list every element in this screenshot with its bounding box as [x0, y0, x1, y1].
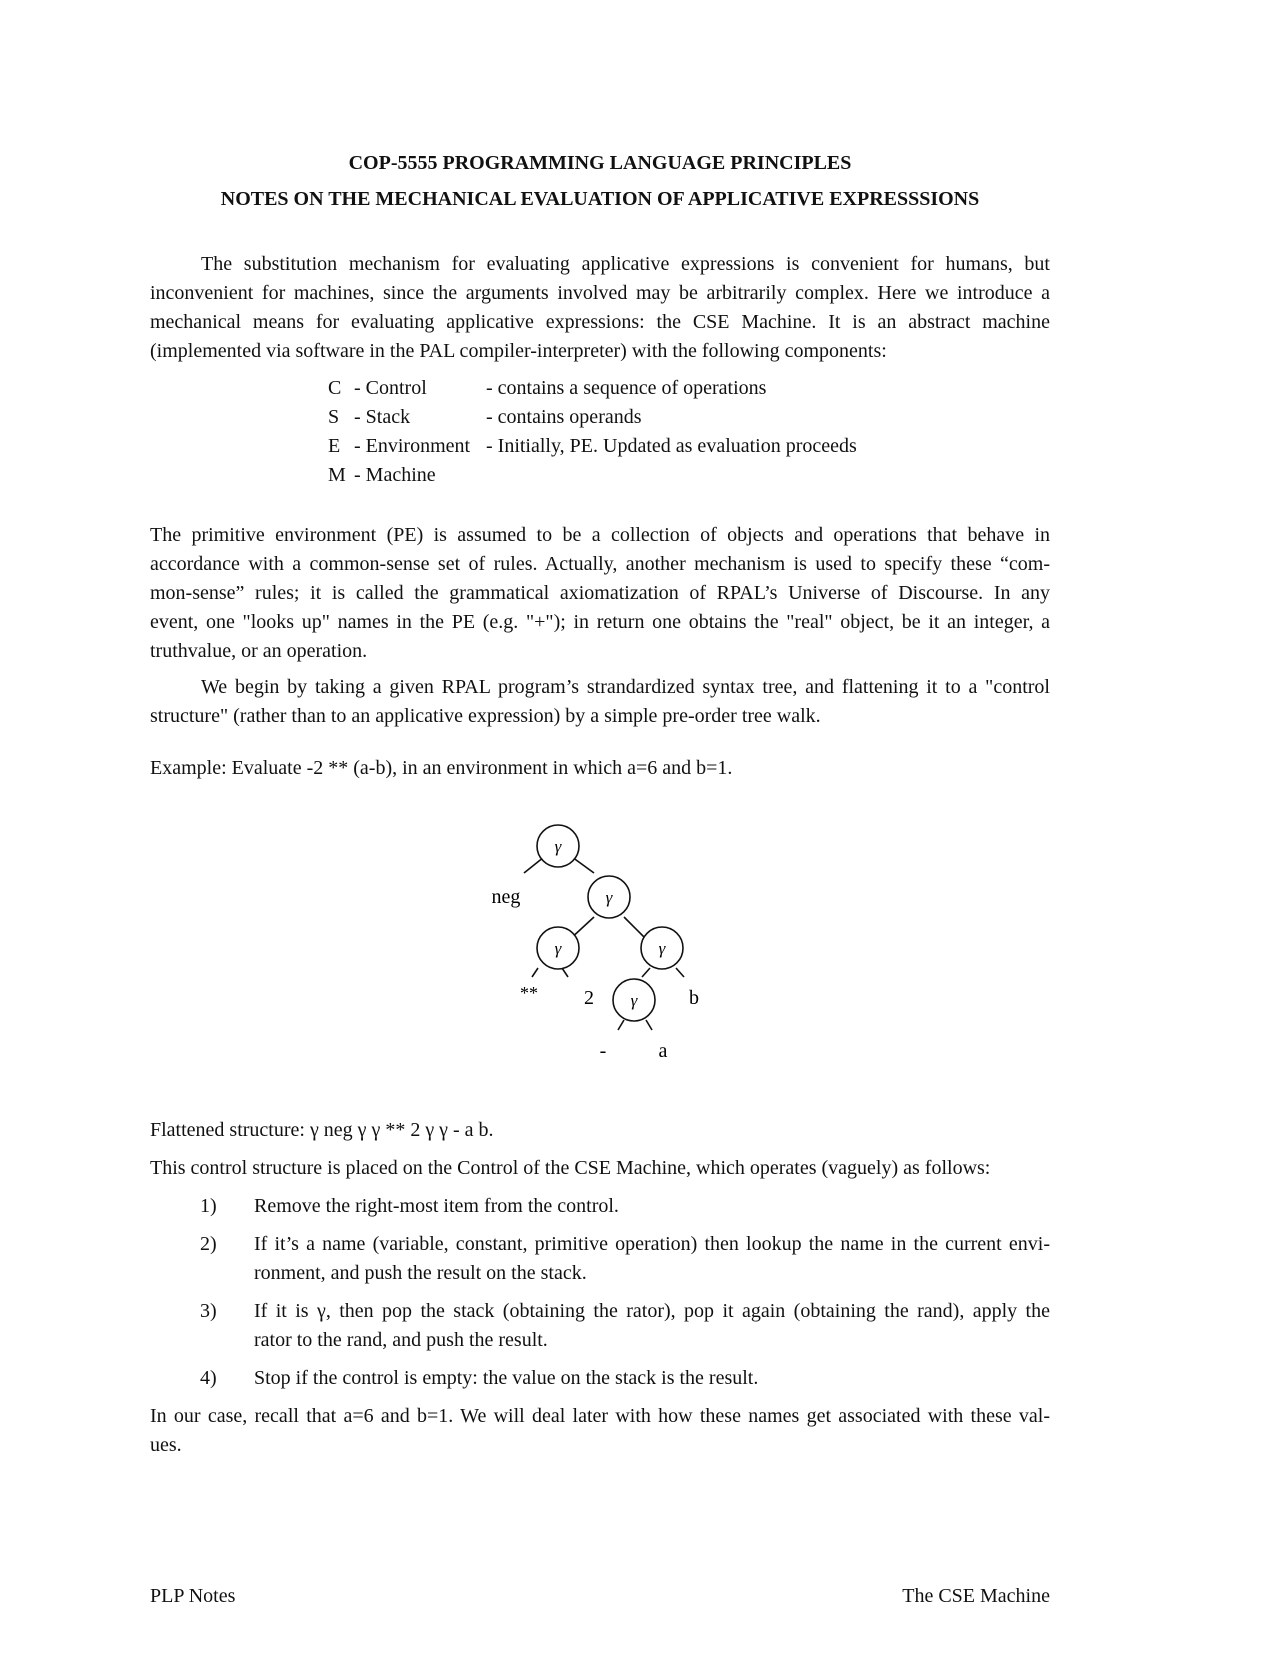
step-number: 1) — [200, 1195, 217, 1217]
pe-line: mon-sense” rules; it is called the grammatical axiomatization of RPAL’s Universe of Discourse. In any — [150, 582, 1050, 604]
leaf-two: 2 — [584, 987, 594, 1009]
component-letter: S — [328, 406, 340, 428]
leaf-pow: ** — [520, 983, 538, 1003]
gamma-label: γ — [554, 939, 562, 958]
component-name: - Control — [354, 377, 427, 399]
step-number: 2) — [200, 1233, 217, 1255]
step-text — [254, 1297, 1050, 1355]
step-line: rator to the rand, and push the result. — [254, 1329, 548, 1351]
footer-right: The CSE Machine — [902, 1585, 1050, 1607]
footer-left: PLP Notes — [150, 1585, 236, 1607]
component-name: - Machine — [354, 464, 436, 486]
closing-line: In our case, recall that a=6 and b=1. We will deal later with how these names get associated with these val- — [150, 1405, 1050, 1427]
gamma-label: γ — [630, 991, 638, 1010]
intro-line: inconvenient for machines, since the arguments involved may be arbitrarily complex. Here we introduce a — [150, 282, 1050, 304]
step-line: If it is γ, then pop the stack (obtaining the rator), pop it again (obtaining the rand), apply the — [254, 1300, 1050, 1322]
component-name: - Environment — [354, 435, 471, 457]
component-name: - Stack — [354, 406, 411, 428]
gamma-label: γ — [554, 837, 562, 856]
tree-node-minus-b — [641, 927, 683, 969]
pe-line: The primitive environment (PE) is assumed to be a collection of objects and operations that behave in — [150, 524, 1050, 546]
pe-line: event, one "looks up" names in the PE (e.g. "+"); in return one obtains the "real" object, be it an integer, a — [150, 611, 1050, 633]
closing-line: ues. — [150, 1434, 182, 1456]
control-intro: This control structure is placed on the Control of the CSE Machine, which operates (vaguely) as follows: — [150, 1157, 991, 1179]
component-desc: - Initially, PE. Updated as evaluation proceeds — [486, 435, 857, 457]
component-letter: E — [328, 435, 341, 457]
step-number: 3) — [200, 1300, 217, 1322]
component-desc: - contains operands — [486, 406, 642, 428]
component-letter: M — [328, 464, 346, 486]
intro-line: The substitution mechanism for evaluating applicative expressions is convenient for humans, but — [201, 253, 1050, 275]
tree-node-root — [537, 825, 579, 867]
gamma-label: γ — [605, 888, 613, 907]
component-letter: C — [328, 377, 342, 399]
intro-line: (implemented via software in the PAL compiler-interpreter) with the following components: — [150, 340, 887, 362]
intro-line: mechanical means for evaluating applicative expressions: the CSE Machine. It is an abstract machine — [150, 311, 1050, 333]
step-line: Remove the right-most item from the control. — [254, 1195, 619, 1217]
leaf-b: b — [689, 987, 699, 1009]
example-text: Example: Evaluate -2 ** (a-b), in an environment in which a=6 and b=1. — [150, 757, 733, 779]
step-text — [254, 1192, 1050, 1221]
tree-node-power — [537, 927, 579, 969]
leaf-a: a — [658, 1040, 668, 1062]
pe-paragraph — [150, 521, 1050, 666]
component-desc: - contains a sequence of operations — [486, 377, 767, 399]
course-title: COP-5555 PROGRAMMING LANGUAGE PRINCIPLES — [348, 152, 852, 174]
pe-line: truthvalue, or an operation. — [150, 640, 368, 662]
step-line: Stop if the control is empty: the value on the stack is the result. — [254, 1367, 759, 1389]
begin-line: We begin by taking a given RPAL program’s strandardized syntax tree, and flattening it to a "control — [201, 676, 1050, 698]
step-text — [254, 1364, 1050, 1393]
tree-node-right — [588, 876, 630, 918]
notes-title: NOTES ON THE MECHANICAL EVALUATION OF APPLICATIVE EXPRESSSIONS — [220, 188, 980, 210]
leaf-neg: neg — [491, 886, 521, 908]
flattened-structure: Flattened structure: γ neg γ γ ** 2 γ γ - a b. — [150, 1119, 494, 1141]
gamma-label: γ — [658, 939, 666, 958]
leaf-minus: - — [599, 1040, 607, 1062]
syntax-tree-diagram — [0, 790, 1280, 1090]
tree-node-minus-a — [613, 979, 655, 1021]
closing-paragraph — [150, 1402, 1050, 1460]
begin-paragraph — [150, 673, 1050, 731]
pe-line: accordance with a common-sense set of rules. Actually, another mechanism is used to specify these “com- — [150, 553, 1050, 575]
begin-line: structure" (rather than to an applicative expression) by a simple pre-order tree walk. — [150, 705, 821, 727]
step-line: ronment, and push the result on the stack. — [254, 1262, 587, 1284]
intro-paragraph — [150, 250, 1050, 366]
step-number: 4) — [200, 1367, 217, 1389]
step-text — [254, 1230, 1050, 1288]
step-line: If it’s a name (variable, constant, primitive operation) then lookup the name in the current envi- — [254, 1233, 1050, 1255]
